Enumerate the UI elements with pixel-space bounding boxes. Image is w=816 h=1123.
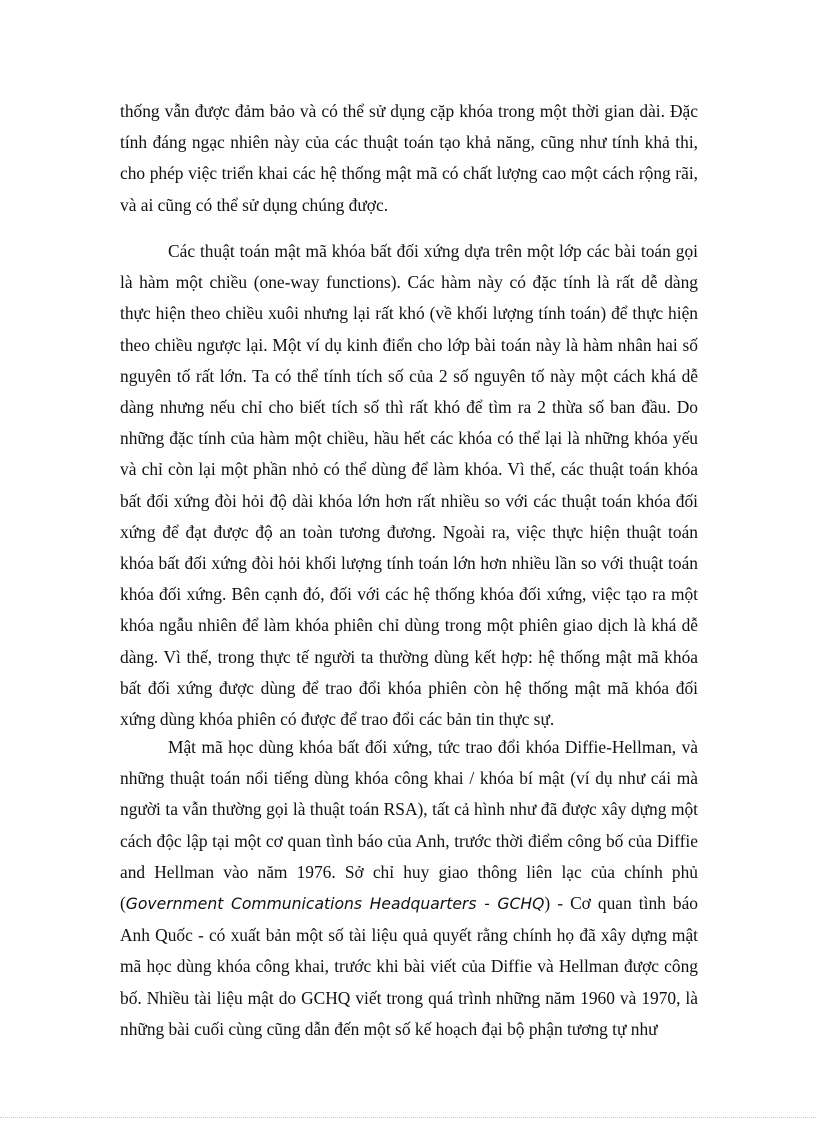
paragraph-history-text-end: ) - Cơ quan tình báo Anh Quốc - có xuất bản một số tài liệu quả quyết rằng chính họ đã xây dựng mật mã học dùng khóa công khai, trước khi bài viết của Diffie và Hellman được công bố. Nhiều tài liệu mật do GCHQ viết trong quá trình những năm 1960 và 1970, là những bài cuối cùng cũng dẫn đến một số kế hoạch đại bộ phận tương tự như bbox=[120, 893, 698, 1039]
paragraph-history-gchq bbox=[120, 732, 698, 1045]
paragraph-history-text-start: Mật mã học dùng khóa bất đối xứng, tức trao đổi khóa Diffie-Hellman, và những thuật toán nổi tiếng dùng khóa công khai / khóa bí mật (ví dụ như cái mà người ta vẫn thường gọi là thuật toán RSA), tất cả hình như đã được xây dựng một cách độc lập tại một cơ quan tình báo của Anh, trước thời điểm công bố của Diffie and Hellman vào năm 1976. Sở chỉ huy giao thông liên lạc của chính phủ ( bbox=[120, 737, 698, 914]
paragraph-one-way-functions: Các thuật toán mật mã khóa bất đối xứng dựa trên một lớp các bài toán gọi là hàm một chiều (one-way functions). Các hàm này có đặc tính là rất dễ dàng thực hiện theo chiều xuôi nhưng lại rất khó (về khối lượng tính toán) để thực hiện theo chiều ngược lại. Một ví dụ kinh điển cho lớp bài toán này là hàm nhân hai số nguyên tố rất lớn. Ta có thể tính tích số của 2 số nguyên tố này một cách khá dễ dàng nhưng nếu chỉ cho biết tích số thì rất khó để tìm ra 2 thừa số ban đầu. Do những đặc tính của hàm một chiều, hầu hết các khóa có thể lại là những khóa yếu và chỉ còn lại một phần nhỏ có thể dùng để làm khóa. Vì thế, các thuật toán khóa bất đối xứng đòi hỏi độ dài khóa lớn hơn rất nhiều so với các thuật toán khóa đối xứng để đạt được độ an toàn tương đương. Ngoài ra, việc thực hiện thuật toán khóa bất đối xứng đòi hỏi khối lượng tính toán lớn hơn nhiều lần so với thuật toán khóa đối xứng. Bên cạnh đó, đối với các hệ thống khóa đối xứng, việc tạo ra một khóa ngẫu nhiên để làm khóa phiên chỉ dùng trong một phiên giao dịch là khá dễ dàng. Vì thế, trong thực tế người ta thường dùng kết hợp: hệ thống mật mã khóa bất đối xứng được dùng để trao đổi khóa phiên còn hệ thống mật mã khóa đối xứng dùng khóa phiên có được để trao đổi các bản tin thực sự. bbox=[120, 241, 698, 730]
paragraph-continuation: thống vẫn được đảm bảo và có thể sử dụng cặp khóa trong một thời gian dài. Đặc tính đáng ngạc nhiên này của các thuật toán tạo khả năng, cũng như tính khả thi, cho phép việc triển khai các hệ thống mật mã có chất lượng cao một cách rộng rãi, và ai cũng có thể sử dụng chúng được. bbox=[120, 101, 698, 215]
gchq-italic-name: Government Communications Headquarters - GCHQ bbox=[125, 895, 545, 914]
page-bottom-divider bbox=[0, 1117, 816, 1118]
